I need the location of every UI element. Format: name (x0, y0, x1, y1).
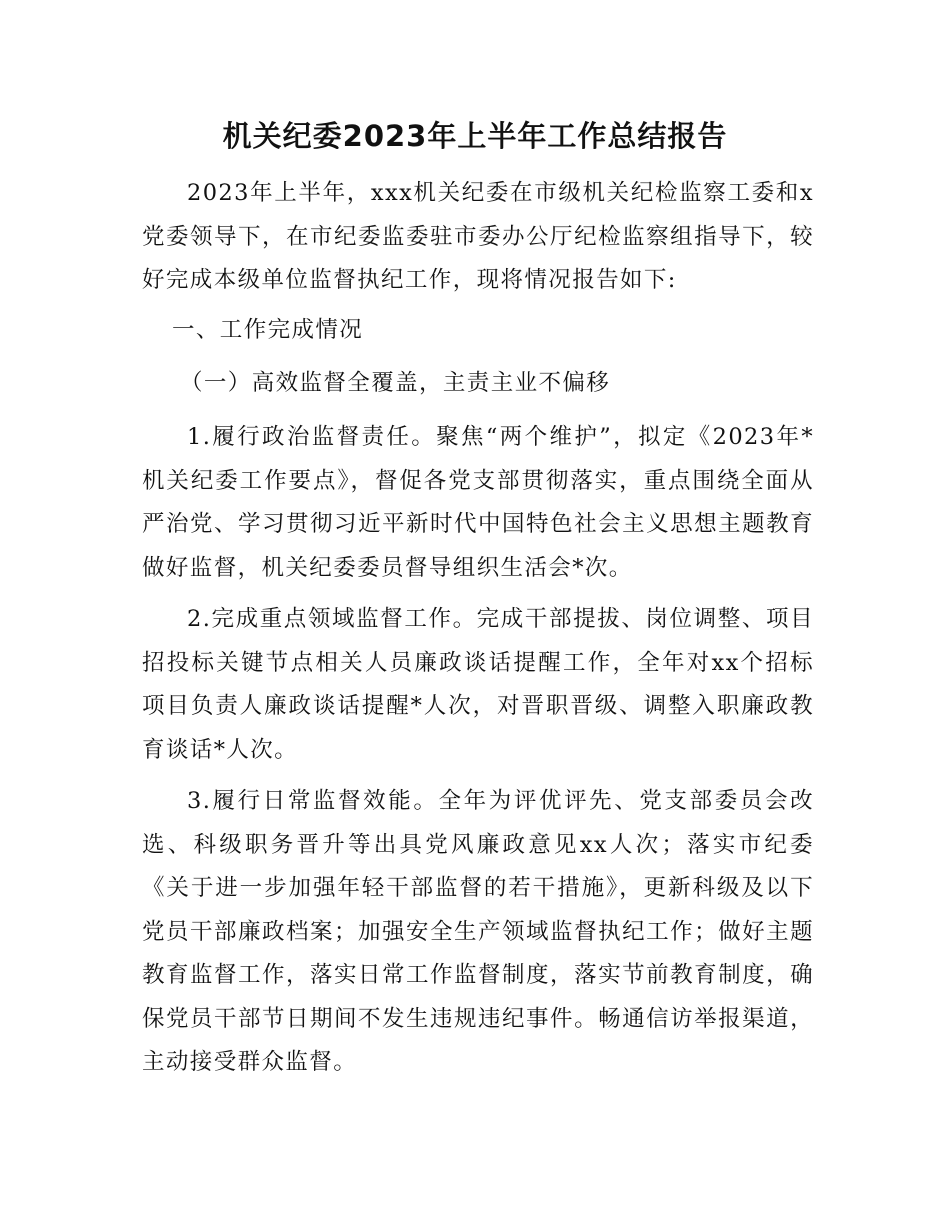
document-title: 机关纪委2023年上半年工作总结报告 (222, 119, 728, 153)
item-paragraph-daily-supervision: 3.履行日常监督效能。全年为评优评先、党支部委员会改选、科级职务晋升等出具党风廉政意见xx人次；落实市纪委《关于进一步加强年轻干部监督的若干措施》，更新科级及以下党员干部廉政档案；加强安全生产领域监督执纪工作；做好主题教育监督工作，落实日常工作监督制度，落实节前教育制度，确保党员干部节日期间不发生违规违纪事件。畅通信访举报渠道，主动接受群众监督。 (142, 788, 814, 1075)
subsection-heading-supervision: （一）高效监督全覆盖，主责主业不偏移 (180, 370, 611, 396)
item-paragraph-key-area-supervision: 2.完成重点领域监督工作。完成干部提拔、岗位调整、项目招投标关键节点相关人员廉政谈话提醒工作，全年对xx个招标项目负责人廉政谈话提醒*人次，对晋职晋级、调整入职廉政教育谈话*人次。 (142, 606, 814, 763)
item-paragraph-political-supervision: 1.履行政治监督责任。聚焦“两个维护”，拟定《2023年*机关纪委工作要点》，督促各党支部贯彻落实，重点围绕全面从严治党、学习贯彻习近平新时代中国特色社会主义思想主题教育做好监督，机关纪委委员督导组织生活会*次。 (142, 424, 814, 581)
intro-paragraph: 2023年上半年，xxx机关纪委在市级机关纪检监察工委和x党委领导下，在市纪委监委驻市委办公厅纪检监察组指导下，较好完成本级单位监督执纪工作，现将情况报告如下: (142, 180, 814, 293)
section-heading-work-completion: 一、工作完成情况 (172, 317, 364, 343)
